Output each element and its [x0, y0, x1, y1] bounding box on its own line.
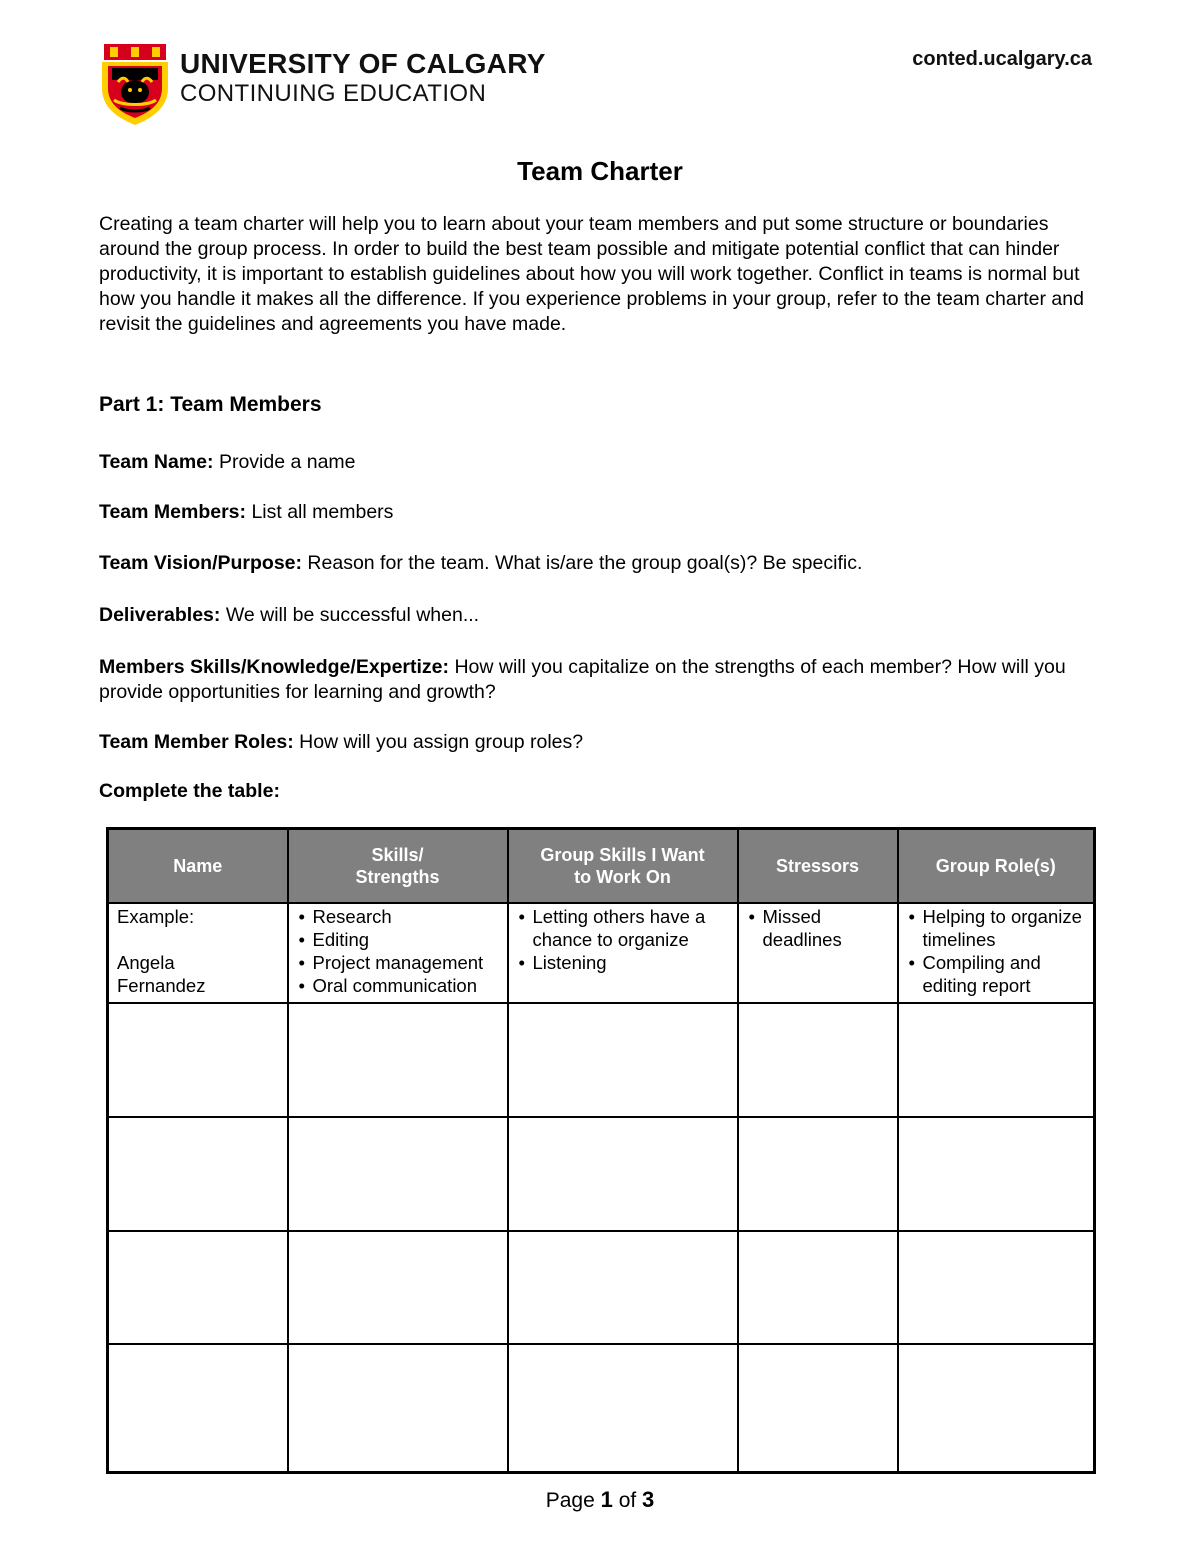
table-cell[interactable] — [508, 1117, 738, 1231]
total-pages: 3 — [642, 1487, 655, 1512]
header-text: Skills/ — [371, 845, 424, 865]
example-first-name: Angela — [117, 952, 175, 973]
list-item: • Project management — [297, 951, 499, 974]
table-cell[interactable] — [508, 1344, 738, 1472]
field-label: Team Members: — [99, 501, 247, 523]
field-team-members — [99, 500, 1099, 525]
list-item: • Compiling and editing report — [907, 951, 1086, 997]
intro-paragraph: Creating a team charter will help you to learn about your team members and put some structure or boundaries around the group process. In order to build the best team possible and mitigate potential conflict that can hinder productivity, it is important to establish guidelines about how you will work together. Conflict in teams is normal but how you handle it makes all the difference. If you experience problems in your group, refer to the team charter and revisit the guidelines and agreements you have made. — [99, 213, 1084, 335]
field-prompt: List all members — [251, 501, 394, 523]
field-member-skills — [99, 655, 1099, 705]
table-row — [108, 1231, 1095, 1345]
field-label: Team Member Roles: — [99, 731, 294, 753]
header-text: Name — [173, 856, 223, 876]
field-label: Team Vision/Purpose: — [99, 552, 302, 574]
example-roles-cell — [898, 903, 1095, 1003]
table-row — [108, 1344, 1095, 1472]
field-deliverables — [99, 603, 1099, 628]
table-cell[interactable] — [108, 1117, 288, 1231]
column-header-group-roles — [898, 829, 1095, 904]
example-skills-cell — [288, 903, 508, 1003]
example-last-name: Fernandez — [117, 975, 206, 996]
table-cell[interactable] — [738, 1231, 898, 1345]
field-prompt: How will you capitalize on the strengths of each member? How will you provide opportunities for learning and growth? — [99, 656, 1066, 703]
current-page: 1 — [600, 1487, 613, 1512]
table-cell[interactable] — [508, 1231, 738, 1345]
page-label: Page — [545, 1489, 595, 1512]
list-item: • Listening — [517, 951, 729, 974]
table-cell[interactable] — [898, 1003, 1095, 1117]
table-cell[interactable] — [108, 1231, 288, 1345]
list-item: • Editing — [297, 928, 499, 951]
field-prompt: Provide a name — [218, 451, 356, 473]
header-text: Group Role(s) — [935, 856, 1056, 876]
table-row — [108, 1003, 1095, 1117]
column-header-group-skills — [508, 829, 738, 904]
spacer — [117, 928, 279, 951]
team-members-table — [106, 827, 1096, 1474]
field-team-name — [99, 450, 1099, 475]
table-cell[interactable] — [738, 1344, 898, 1472]
table-cell[interactable] — [288, 1117, 508, 1231]
table-cell[interactable] — [288, 1344, 508, 1472]
page-number — [0, 1487, 1200, 1513]
column-header-stressors — [738, 829, 898, 904]
table-row — [108, 1117, 1095, 1231]
header-text: to Work On — [574, 867, 671, 887]
table-cell[interactable] — [108, 1344, 288, 1472]
field-label: Members Skills/Knowledge/Expertize: — [99, 656, 450, 678]
table-instruction: Complete the table: — [99, 780, 280, 802]
of-label: of — [618, 1489, 637, 1512]
university-name: UNIVERSITY OF CALGARY — [180, 48, 546, 79]
table-cell[interactable] — [108, 1003, 288, 1117]
list-item: • Oral communication — [297, 974, 499, 997]
table-cell[interactable] — [738, 1003, 898, 1117]
page-title: Team Charter — [517, 156, 683, 186]
table-cell[interactable] — [898, 1117, 1095, 1231]
table-cell[interactable] — [508, 1003, 738, 1117]
list-item: • Research — [297, 905, 499, 928]
list-item: • Helping to organize timelines — [907, 905, 1086, 951]
field-prompt: We will be successful when... — [225, 604, 480, 626]
field-team-vision — [99, 551, 1099, 576]
site-url[interactable]: conted.ucalgary.ca — [912, 48, 1092, 70]
table-cell[interactable] — [898, 1231, 1095, 1345]
example-name-cell — [108, 903, 288, 1003]
university-crest-icon — [100, 42, 170, 126]
table-cell[interactable] — [288, 1231, 508, 1345]
field-member-roles — [99, 730, 1099, 755]
column-header-skills — [288, 829, 508, 904]
table-cell[interactable] — [738, 1117, 898, 1231]
header-text: Group Skills I Want — [540, 845, 705, 865]
field-prompt: Reason for the team. What is/are the group goal(s)? Be specific. — [307, 552, 863, 574]
field-label: Team Name: — [99, 451, 214, 473]
table-header-row — [108, 829, 1095, 904]
table-row-example — [108, 903, 1095, 1003]
example-stressors-cell — [738, 903, 898, 1003]
header-text: Strengths — [355, 867, 440, 887]
list-item: • Letting others have a chance to organize — [517, 905, 729, 951]
example-label: Example: — [117, 906, 195, 927]
part-1-heading: Part 1: Team Members — [99, 393, 322, 416]
department-name: CONTINUING EDUCATION — [180, 80, 487, 107]
list-item: • Missed deadlines — [747, 905, 889, 951]
example-want-cell — [508, 903, 738, 1003]
table-cell[interactable] — [288, 1003, 508, 1117]
header-text: Stressors — [775, 856, 860, 876]
field-prompt: How will you assign group roles? — [299, 731, 584, 753]
table-cell[interactable] — [898, 1344, 1095, 1472]
field-label: Deliverables: — [99, 604, 221, 626]
column-header-name — [108, 829, 288, 904]
